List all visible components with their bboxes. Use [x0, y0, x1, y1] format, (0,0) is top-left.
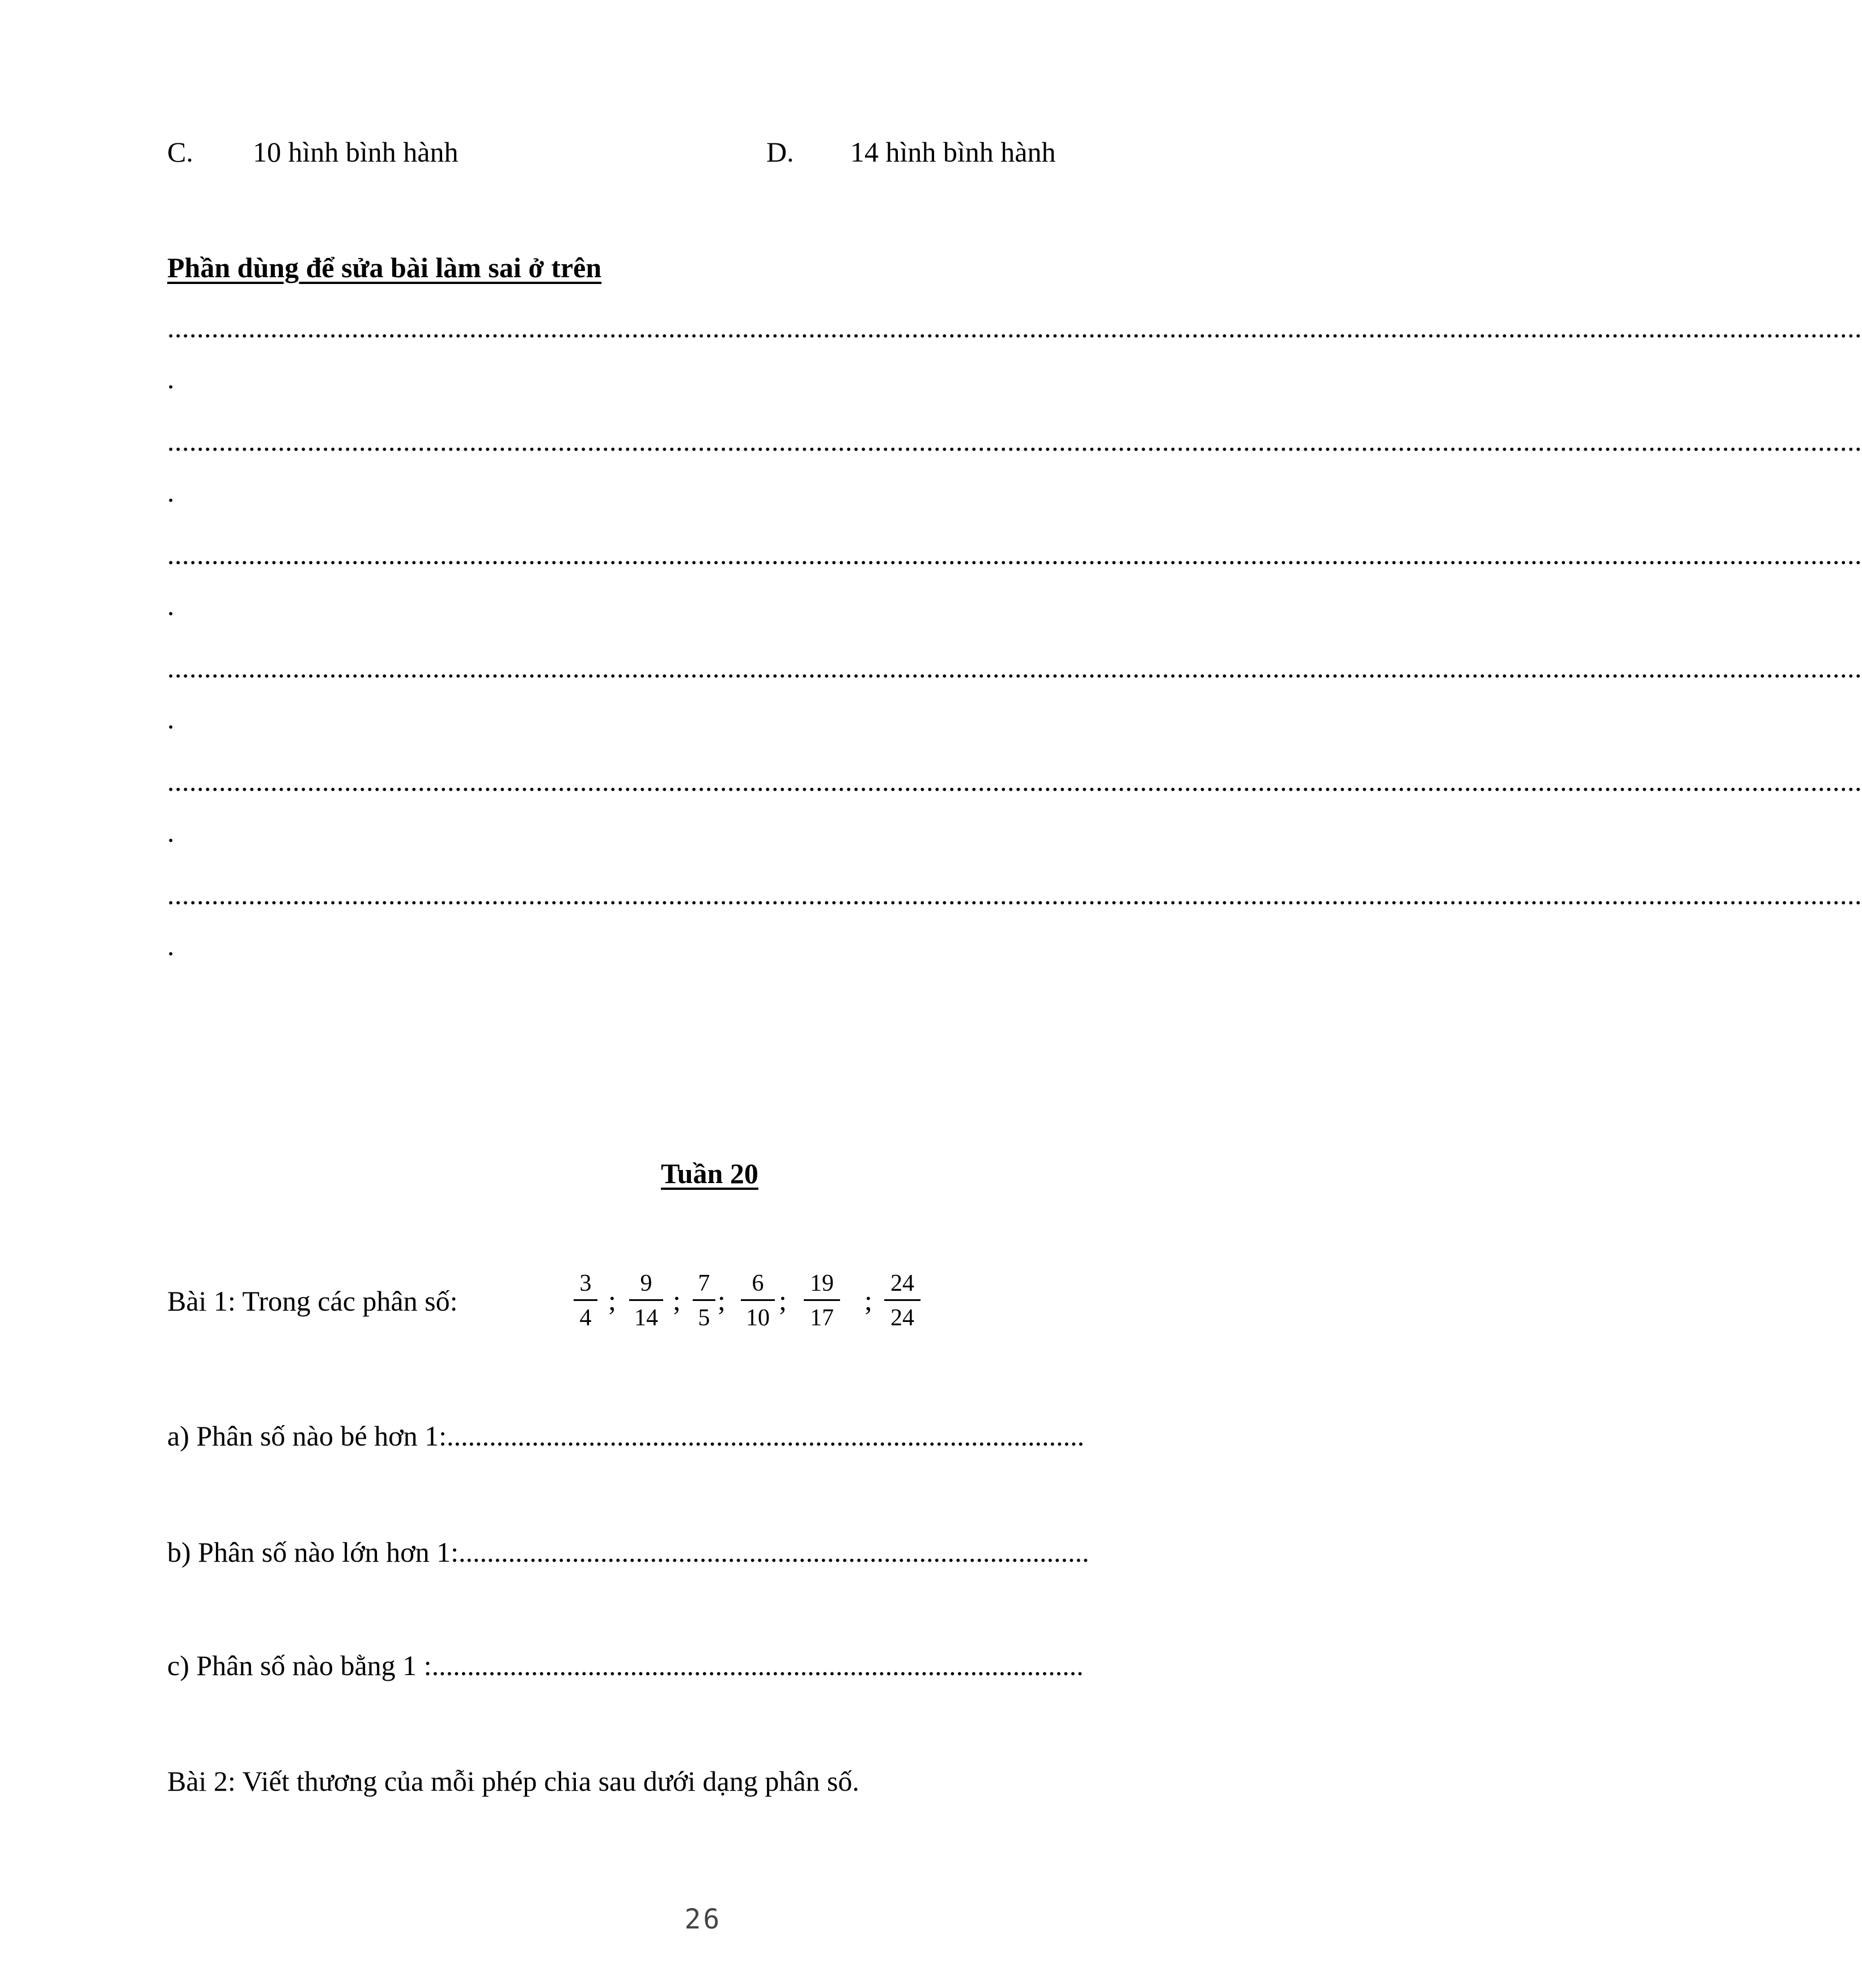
correction-line-1-end: . [167, 363, 175, 395]
fraction-6-bar [884, 1299, 921, 1301]
fraction-5 [804, 1270, 840, 1332]
fraction-5-numerator: 19 [810, 1270, 834, 1296]
fraction-1-numerator: 3 [579, 1270, 592, 1296]
bai1-question-a: a) Phân số nào bé hơn 1:.......................................................................................... [167, 1420, 1085, 1452]
correction-line-5-end: . [167, 816, 175, 848]
correction-line-5: ...................................................................................................................................................................................................................................... [167, 765, 1862, 797]
fraction-6 [884, 1270, 921, 1332]
fraction-3-denominator: 5 [698, 1305, 710, 1331]
option-c-letter: C. [167, 136, 193, 168]
correction-line-6: ...................................................................................................................................................................................................................................... [167, 879, 1862, 910]
separator-4: ; [779, 1285, 787, 1316]
fraction-4-denominator: 10 [746, 1305, 770, 1331]
correction-line-6-end: . [167, 930, 175, 961]
correction-line-4: ...................................................................................................................................................................................................................................... [167, 652, 1862, 684]
fraction-3 [693, 1270, 715, 1332]
option-d-letter: D. [766, 136, 794, 168]
fraction-2-bar [629, 1299, 663, 1301]
fraction-1-bar [574, 1299, 597, 1301]
correction-line-2-end: . [167, 476, 175, 508]
bai1-prompt: Bài 1: Trong các phân số: [167, 1285, 458, 1317]
fraction-1-denominator: 4 [579, 1305, 592, 1331]
fraction-5-bar [804, 1299, 840, 1301]
page-number: 26 [684, 1904, 722, 1935]
correction-line-2: ...................................................................................................................................................................................................................................... [167, 425, 1862, 457]
fraction-2-denominator: 14 [634, 1305, 658, 1331]
correction-line-3: ...................................................................................................................................................................................................................................... [167, 539, 1862, 570]
correction-heading: Phần dùng để sửa bài làm sai ở trên [167, 252, 602, 283]
fraction-4 [741, 1270, 775, 1332]
fraction-2 [629, 1270, 663, 1332]
separator-3: ; [718, 1285, 726, 1316]
fraction-3-bar [693, 1299, 715, 1301]
correction-line-4-end: . [167, 703, 175, 735]
bai1-question-c: c) Phân số nào bằng 1 :............................................................................................ [167, 1650, 1084, 1681]
fraction-1 [574, 1270, 597, 1332]
separator-2: ; [673, 1285, 681, 1316]
fraction-2-numerator: 9 [640, 1270, 652, 1296]
separator-1: ; [608, 1285, 616, 1316]
separator-5: ; [864, 1285, 872, 1316]
fraction-6-denominator: 24 [890, 1305, 914, 1331]
correction-line-3-end: . [167, 590, 175, 621]
correction-line-1: ...................................................................................................................................................................................................................................... [167, 312, 1862, 344]
fraction-6-numerator: 24 [890, 1270, 914, 1296]
option-c-text: 10 hình bình hành [253, 136, 459, 168]
fraction-4-bar [741, 1299, 775, 1301]
option-d-text: 14 hình bình hành [850, 136, 1056, 168]
week-title: Tuần 20 [661, 1158, 758, 1189]
bai1-question-b: b) Phân số nào lớn hơn 1:......................................................................................... [167, 1536, 1089, 1568]
fraction-3-numerator: 7 [698, 1270, 710, 1296]
fraction-5-denominator: 17 [810, 1305, 834, 1331]
fraction-4-numerator: 6 [752, 1270, 764, 1296]
bai2-prompt: Bài 2: Viết thương của mỗi phép chia sau dưới dạng phân số. [167, 1765, 859, 1797]
